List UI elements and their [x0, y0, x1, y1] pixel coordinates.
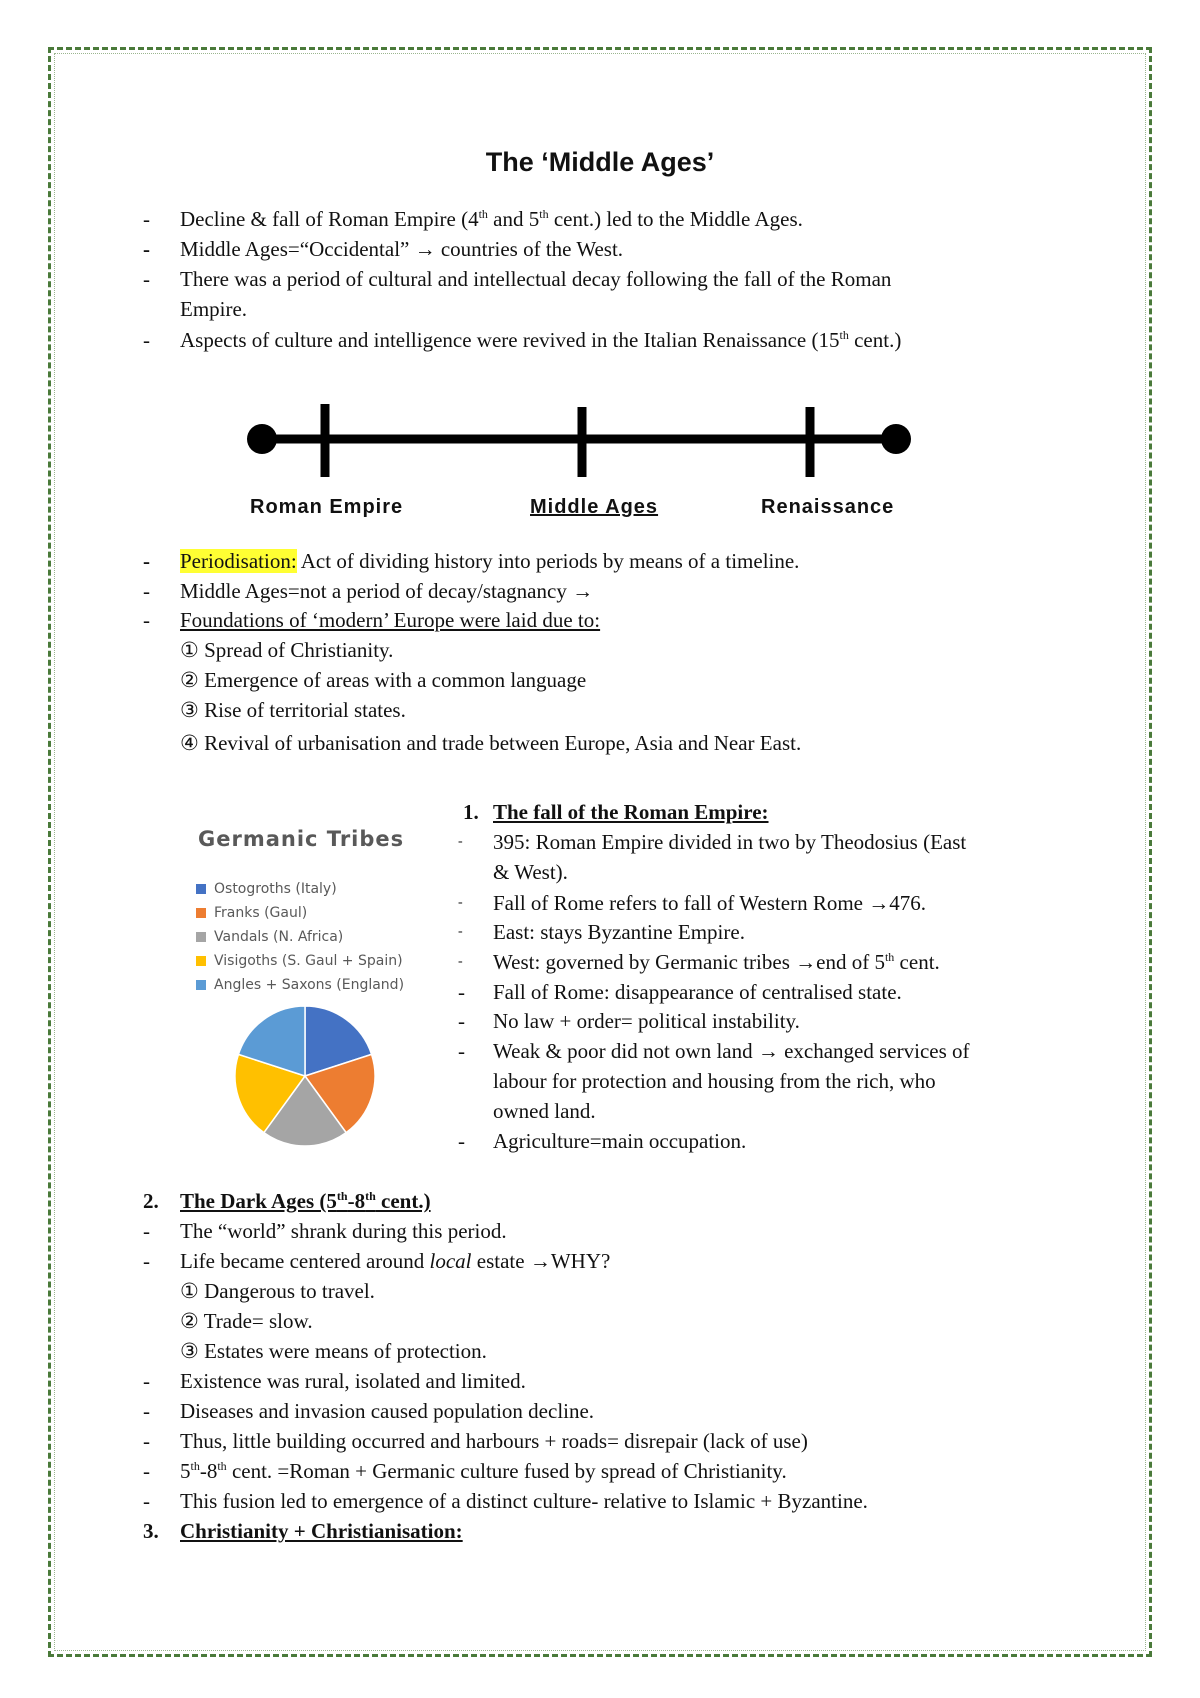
- section-2-bullet-6: 5th-8th cent. =Roman + Germanic culture fused by spread of Christianity.: [180, 1459, 787, 1483]
- legend-item: Visigoths (S. Gaul + Spain): [196, 949, 404, 973]
- bullet-dot: -: [458, 834, 463, 849]
- bullet-dash: -: [143, 1369, 150, 1393]
- bullet-dash: -: [458, 1039, 465, 1063]
- section-3-number: 3.: [143, 1519, 159, 1543]
- bullet-dash: -: [143, 1399, 150, 1423]
- section-1-bullet-4: West: governed by Germanic tribes →end of 5th cent.: [493, 950, 940, 974]
- section-1-bullet-1-cont: & West).: [493, 860, 568, 884]
- legend-swatch: [196, 956, 206, 966]
- bullet-dash: -: [143, 1489, 150, 1513]
- foundation-item-1: ① Spread of Christianity.: [180, 638, 394, 662]
- section-2-bullet-4: Diseases and invasion caused population decline.: [180, 1399, 595, 1423]
- bullet-dash: -: [458, 1009, 465, 1033]
- bullet-dash: -: [143, 1249, 150, 1273]
- timeline-start-dot: [247, 424, 277, 454]
- section-1-bullet-7-cont: labour for protection and housing from the rich, who: [493, 1069, 936, 1093]
- timeline-label-middle: Middle Ages: [530, 496, 659, 518]
- foundation-item-2: ② Emergence of areas with a common language: [180, 668, 587, 692]
- legend-swatch: [196, 908, 206, 918]
- bullet-dash: -: [458, 1129, 465, 1153]
- section-1-bullet-5: Fall of Rome: disappearance of centralised state.: [493, 980, 902, 1004]
- bullet-dash: -: [143, 1219, 150, 1243]
- section-1-bullet-3: East: stays Byzantine Empire.: [493, 920, 745, 944]
- chart-title: Germanic Tribes: [198, 827, 405, 851]
- intro-line-3: There was a period of cultural and intellectual decay following the fall of the Roman: [180, 267, 892, 291]
- reason-item-2: ② Trade= slow.: [180, 1309, 313, 1333]
- section-2-number: 2.: [143, 1189, 159, 1213]
- section-1-heading: The fall of the Roman Empire:: [493, 800, 769, 824]
- timeline-label-roman: Roman Empire: [250, 496, 404, 518]
- section-1-bullet-6: No law + order= political instability.: [493, 1009, 800, 1033]
- section-1-bullet-8: Agriculture=main occupation.: [493, 1129, 747, 1153]
- bullet-dash: -: [458, 980, 465, 1004]
- timeline-label-renaissance: Renaissance: [761, 496, 895, 518]
- bullet-dash: -: [143, 608, 150, 632]
- section-2-bullet-2: Life became centered around local estate →WHY?: [180, 1249, 611, 1273]
- timeline-graphic: [0, 395, 1200, 485]
- legend-item: Angles + Saxons (England): [196, 973, 404, 997]
- foundations-heading: Foundations of ‘modern’ Europe were laid due to:: [180, 608, 601, 632]
- germanic-tribes-pie: [232, 1003, 378, 1149]
- reason-item-1: ① Dangerous to travel.: [180, 1279, 375, 1303]
- section-3-heading: Christianity + Christianisation:: [180, 1519, 463, 1543]
- legend-item: Vandals (N. Africa): [196, 925, 404, 949]
- intro-line-3-cont: Empire.: [180, 297, 248, 321]
- timeline-end-dot: [881, 424, 911, 454]
- legend-swatch: [196, 980, 206, 990]
- legend-swatch: [196, 932, 206, 942]
- intro-line-2: Middle Ages=“Occidental” → countries of the West.: [180, 237, 624, 261]
- bullet-dash: -: [143, 1459, 150, 1483]
- bullet-dash: -: [143, 549, 150, 573]
- section-1-bullet-2: Fall of Rome refers to fall of Western Rome →476.: [493, 891, 926, 915]
- bullet-dash: -: [143, 237, 150, 261]
- section-1-bullet-7-cont-2: owned land.: [493, 1099, 596, 1123]
- legend-item: Franks (Gaul): [196, 901, 404, 925]
- section-2-bullet-5: Thus, little building occurred and harbours + roads= disrepair (lack of use): [180, 1429, 808, 1453]
- bullet-dot: -: [458, 895, 463, 910]
- bullet-dash: -: [143, 207, 150, 231]
- section-2-bullet-7: This fusion led to emergence of a distinct culture- relative to Islamic + Byzantine.: [180, 1489, 868, 1513]
- bullet-dash: -: [143, 328, 150, 352]
- section-2-heading: The Dark Ages (5th-8th cent.): [180, 1189, 431, 1213]
- bullet-dash: -: [143, 267, 150, 291]
- section-1-number: 1.: [463, 800, 479, 824]
- periodisation-line: Periodisation: Act of dividing history into periods by means of a timeline.: [180, 549, 800, 573]
- section-1-bullet-1: 395: Roman Empire divided in two by Theodosius (East: [493, 830, 967, 854]
- legend-swatch: [196, 884, 206, 894]
- intro-line-4: Aspects of culture and intelligence were revived in the Italian Renaissance (15th cent.): [180, 328, 902, 352]
- chart-legend: [196, 877, 404, 997]
- foundation-item-3: ③ Rise of territorial states.: [180, 698, 406, 722]
- bullet-dot: -: [458, 924, 463, 939]
- bullet-dot: -: [458, 954, 463, 969]
- intro-line-1: Decline & fall of Roman Empire (4th and 5th cent.) led to the Middle Ages.: [180, 207, 803, 231]
- legend-item: Ostogroths (Italy): [196, 877, 404, 901]
- section-2-bullet-3: Existence was rural, isolated and limited.: [180, 1369, 526, 1393]
- periodisation-term: Periodisation:: [180, 549, 297, 573]
- bullet-dash: -: [143, 579, 150, 603]
- section-2-bullet-1: The “world” shrank during this period.: [180, 1219, 507, 1243]
- page-title: The ‘Middle Ages’: [485, 147, 715, 177]
- reason-item-3: ③ Estates were means of protection.: [180, 1339, 487, 1363]
- bullet-dash: -: [143, 1429, 150, 1453]
- periodisation-line-2: Middle Ages=not a period of decay/stagnancy →: [180, 579, 594, 603]
- section-1-bullet-7: Weak & poor did not own land → exchanged services of: [493, 1039, 970, 1063]
- foundation-item-4: ④ Revival of urbanisation and trade between Europe, Asia and Near East.: [180, 731, 802, 755]
